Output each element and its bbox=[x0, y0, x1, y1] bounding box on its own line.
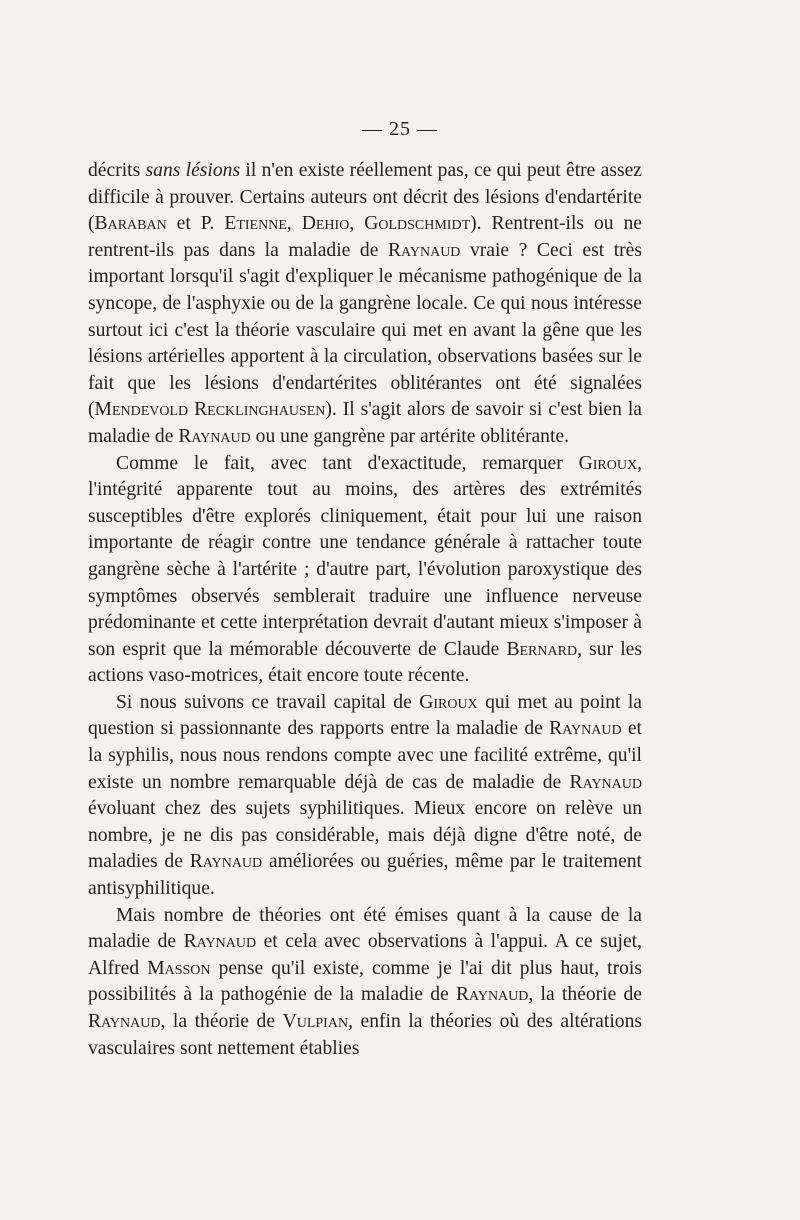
author-name: Raynaud bbox=[183, 931, 257, 953]
paragraph bbox=[88, 903, 642, 1063]
text-run: , l'intégrité apparente tout au moins, des artères des extrémités susceptibles d'être explorés cliniquement, était pour lui une raison importante de réagir contre une tendance générale à rattacher toute gangrène sèche à l'artérite ; d'autre part, l'évolution paroxystique des symptômes observés semblerait traduire une influence nerveuse prédominante et cette interprétation devrait d'autant mieux s'imposer à son esprit que la mémorable découverte de Claude bbox=[88, 452, 642, 660]
author-name: Goldschmidt bbox=[364, 213, 471, 235]
author-name: Raynaud bbox=[455, 984, 529, 1006]
text-run: il n'en existe réellement pas, ce qui peut être assez difficile à prouver. Certains auteurs ont décrit des lésions d'endartérite ( bbox=[88, 160, 643, 235]
author-name: Mendevold bbox=[94, 399, 189, 421]
author-name: Vulpian bbox=[282, 1011, 349, 1032]
author-name: Giroux bbox=[419, 691, 478, 713]
text-run: , enfin la théories où des altérations vasculaires sont nettement établies bbox=[88, 1011, 642, 1059]
paragraph bbox=[88, 158, 642, 451]
page-number: — 25 — bbox=[362, 118, 438, 140]
text-run: améliorées ou guéries, même par le traitement antisyphilitique. bbox=[88, 851, 643, 900]
text-run: Mais nombre de théories ont été émises quant à la cause de la maladie de bbox=[88, 904, 642, 953]
text-run: et cela avec observations à l'appui. A ce sujet, Alfred bbox=[88, 931, 642, 979]
author-name: Masson bbox=[147, 957, 211, 979]
paragraph bbox=[88, 690, 642, 903]
author-name: Raynaud bbox=[569, 771, 642, 793]
author-name: Raynaud bbox=[178, 425, 251, 447]
author-name: Etienne bbox=[224, 213, 287, 235]
text-run: ). Il s'agit alors de savoir si c'est bien la maladie de bbox=[88, 399, 642, 447]
author-name: Raynaud bbox=[189, 851, 263, 873]
text-run: et P. bbox=[166, 213, 225, 235]
text-run: Si nous suivons ce travail capital de bbox=[116, 691, 420, 713]
text-run: et la syphilis, nous nous rendons compte avec une facilité extrême, qu'il existe un nombre remarquable déjà de cas de maladie de bbox=[88, 718, 642, 793]
text-run: ou une gangrène par artérite oblitérante. bbox=[250, 425, 570, 447]
author-name: Raynaud bbox=[549, 718, 622, 740]
text-run: , sur les actions vaso-motrices, était encore toute récente. bbox=[88, 638, 642, 687]
text-run: , bbox=[349, 213, 365, 235]
text-run: évoluant chez des sujets syphilitiques. Mieux encore on relève un nombre, je ne dis pas considérable, mais déjà digne d'être noté, de maladies de bbox=[88, 798, 642, 873]
text-run: pense qu'il existe, comme je l'ai dit plus haut, trois possibilités à la pathogénie de la maladie de bbox=[88, 957, 642, 1006]
author-name: Raynaud bbox=[387, 239, 461, 261]
author-name: Bernard bbox=[506, 638, 578, 660]
italic-text: sans lésions bbox=[145, 160, 241, 181]
author-name: Recklinghausen bbox=[194, 399, 326, 421]
text-run: , la théorie de bbox=[528, 984, 642, 1006]
text-run: qui met au point la question si passionnante des rapports entre la maladie de bbox=[88, 691, 642, 740]
author-name: Giroux bbox=[578, 452, 638, 474]
text-run: , la théorie de bbox=[160, 1011, 283, 1032]
text-run: décrits bbox=[88, 160, 146, 181]
author-name: Baraban bbox=[94, 213, 167, 235]
paragraph bbox=[88, 451, 642, 690]
author-name: Raynaud bbox=[88, 1011, 161, 1032]
text-run: Comme le fait, avec tant d'exactitude, remarquer bbox=[116, 452, 579, 474]
text-run: , bbox=[286, 213, 302, 235]
author-name: Dehio bbox=[301, 213, 350, 235]
text-run: ). Rentrent-ils ou ne rentrent-ils pas dans la maladie de bbox=[88, 213, 643, 261]
text-run: vraie ? Ceci est très important lorsqu'il s'agit d'expliquer le mécanisme pathogénique de la syncope, de l'asphyxie ou de la gangrène locale. Ce qui nous intéresse surtout ici c'est la théorie vasculaire qui met en avant la gêne que les lésions artérielles apportent à la circulation, observations basées sur le fait que les lésions d'endartérites oblitérantes ont été signalées ( bbox=[88, 239, 642, 421]
body-text bbox=[88, 158, 642, 1062]
